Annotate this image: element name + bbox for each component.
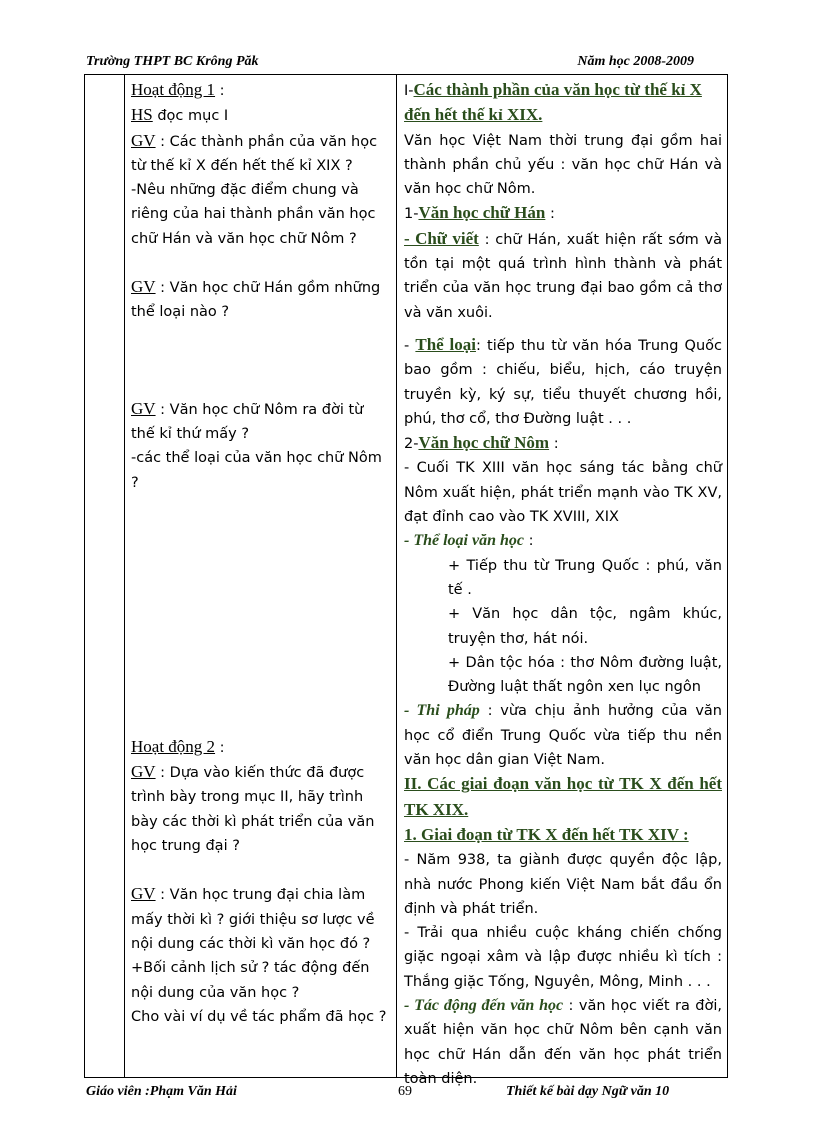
list-item: + Tiếp thu từ Trung Quốc : phú, văn tế . — [448, 557, 722, 598]
thi-phap-label: - Thi pháp — [404, 702, 480, 720]
gv-label: GV — [131, 277, 156, 297]
gv-note: -các thể loại của văn học chữ Nôm ? — [131, 450, 382, 491]
period-1-para: - Năm 938, ta giành được quyền độc lập, nhà nước Phong kiến Việt Nam bắt đầu ổn định và phát triển. — [404, 852, 722, 917]
subsection-2-title: Văn học chữ Nôm — [418, 433, 550, 453]
section-1-title: Các thành phần của văn học từ thế kỉ X đến hết thế kỉ XIX. — [404, 80, 702, 125]
list-item: + Văn học dân tộc, ngâm khúc, truyện thơ, hát nói. — [448, 606, 722, 647]
section-2-title: II. Các giai đoạn văn học từ TK X đến hết TK XIX. — [404, 774, 722, 819]
content-column: I-Các thành phần của văn học từ thế kỉ X đến hết thế kỉ XIX. Văn học Việt Nam thời trung đại gồm hai thành phần chủ yếu : văn học chữ Hán và văn học chữ Nôm. 1-Văn học chữ Hán : - Chữ viết : chữ Hán, xuất hiện rất sớm và tồn tại một quá trình hình thành và phát triển của văn học trung đại bao gồm cả thơ và văn xuôi. - Thể loại: tiếp thu từ văn hóa Trung Quốc bao gồm : chiếu, biểu, hịch, cáo truyện truyền kỳ, ký sự, tiểu thuyết chương hồi, phú, thơ cổ, thơ Đường luật . . . 2-Văn học chữ Nôm : - Cuối TK XIII văn học sáng tác bằng chữ Nôm xuất hiện, phát triển mạnh vào TK XV, đạt đỉnh cao vào TK XVIII, XIX - Thể loại văn học : + Tiếp thu từ Trung Quốc : phú, văn tế . + Văn học dân tộc, ngâm khúc, truyện thơ, hát nói. + Dân tộc hóa : thơ Nôm đường luật, Đường luật thất ngôn xen lục ngôn - Thi pháp : vừa chịu ảnh hưởng của văn học cổ điển Trung Quốc vừa tiếp thu nền văn học dân gian Việt Nam. II. Các giai đoạn văn học từ TK X đến hết TK XIX. 1. Giai đoạn từ TK X đến hết TK XIV : - Năm 938, ta giành được quyền độc lập, nhà nước Phong kiến Việt Nam bắt đầu ổn định và phát triển. - Trải qua nhiều cuộc kháng chiến chống giặc ngoại xâm và lập được nhiều kì tích : Thắng giặc Tống, Nguyên, Mông, Minh . . . - Tác động đến văn học : văn học viết ra đời, xuất hiện văn học chữ Nôm bên cạnh văn học chữ Hán dẫn đến văn học phát triển toàn diện. — [404, 80, 723, 1087]
gv-note: -Nêu những đặc điểm chung và riêng của hai thành phần văn học chữ Hán và văn học chữ Nôm ? — [131, 182, 376, 247]
activities-column: Hoạt động 1 : HS đọc mục I GV : Các thành phần của văn học từ thế kỉ X đến hết thế kỉ XIX ? -Nêu những đặc điểm chung và riêng của hai thành phần văn học chữ Hán và văn học chữ Nôm ? GV : Văn học chữ Hán gồm những thể loại nào ? GV : Văn học chữ Nôm ra đời từ thế kỉ thứ mấy ? -các thể loại của văn học chữ Nôm ? Hoạt động 2 : GV : Dựa vào kiến thức đã được trình bày trong mục II, hãy trình bày các thời kì phát triển của văn học trung đại ? GV : Văn học trung đại chia làm mấy thời kì ? giới thiệu sơ lược về nội dung các thời kì văn học đó ? +Bối cảnh lịch sử ? tác động đến nội dung của văn học ? Cho vài ví dụ về tác phẩm đã học ? — [131, 78, 389, 1029]
the-loai-van-hoc-label: - Thể loại văn học — [404, 532, 524, 550]
period-1-para: - Trải qua nhiều cuộc kháng chiến chống giặc ngoại xâm và lập được nhiều kì tích : Thắng giặc Tống, Nguyên, Mông, Minh . . . — [404, 925, 722, 990]
hs-label: HS — [131, 105, 153, 125]
header-year: Năm học 2008-2009 — [577, 54, 694, 69]
footer-teacher: Giáo viên :Phạm Văn Hải — [86, 1084, 237, 1099]
gv-label: GV — [131, 884, 156, 904]
period-1-title: 1. Giai đoạn từ TK X đến hết TK XIV : — [404, 824, 689, 844]
gv-note: Cho vài ví dụ về tác phẩm đã học ? — [131, 1008, 387, 1025]
section-1-intro: Văn học Việt Nam thời trung đại gồm hai thành phần chủ yếu : văn học chữ Hán và văn học chữ Nôm. — [404, 132, 722, 198]
table-top-border — [84, 74, 728, 75]
page-number: 69 — [398, 1084, 412, 1099]
gv-label: GV — [131, 762, 156, 782]
activity-1-title: Hoạt động 1 — [131, 80, 216, 99]
activity-2-title: Hoạt động 2 — [131, 736, 216, 756]
the-loai-label: Thể loại — [415, 334, 476, 354]
gv-note: +Bối cảnh lịch sử ? tác động đến nội dung của văn học ? — [131, 960, 370, 1001]
table-left-border — [84, 74, 85, 1078]
header-school: Trường THPT BC Krông Păk — [86, 54, 259, 69]
table-col-divider-2 — [396, 74, 397, 1078]
list-item: + Dân tộc hóa : thơ Nôm đường luật, Đường luật thất ngôn xen lục ngôn — [448, 654, 722, 696]
footer-book: Thiết kế bài dạy Ngữ văn 10 — [506, 1084, 670, 1099]
gv-question: : Văn học chữ Nôm ra đời từ thế kỉ thứ mấy ? — [131, 401, 364, 442]
gv-question: : Văn học chữ Hán gồm những thể loại nào ? — [131, 280, 381, 321]
gv-label: GV — [131, 398, 156, 418]
table-col-divider-1 — [124, 74, 125, 1078]
chu-nom-text: - Cuối TK XIII văn học sáng tác bằng chữ Nôm xuất hiện, phát triển mạnh vào TK XV, đạt đỉnh cao vào TK XVIII, XIX — [404, 460, 722, 526]
gv-question: : Các thành phần của văn học từ thế kỉ X đến hết thế kỉ XIX ? — [131, 133, 378, 174]
table-right-border — [727, 74, 728, 1078]
chu-viet-label: - Chữ viết — [404, 228, 479, 248]
tac-dong-label: - Tác động đến văn học — [404, 996, 564, 1014]
gv-question: : Văn học trung đại chia làm mấy thời kì ? giới thiệu sơ lược về nội dung các thời kì văn học đó ? — [131, 887, 375, 952]
gv-label: GV — [131, 130, 156, 150]
gv-question: : Dựa vào kiến thức đã được trình bày trong mục II, hãy trình bày các thời kì phát triển của văn học trung đại ? — [131, 765, 375, 855]
subsection-1-title: Văn học chữ Hán — [418, 203, 546, 223]
